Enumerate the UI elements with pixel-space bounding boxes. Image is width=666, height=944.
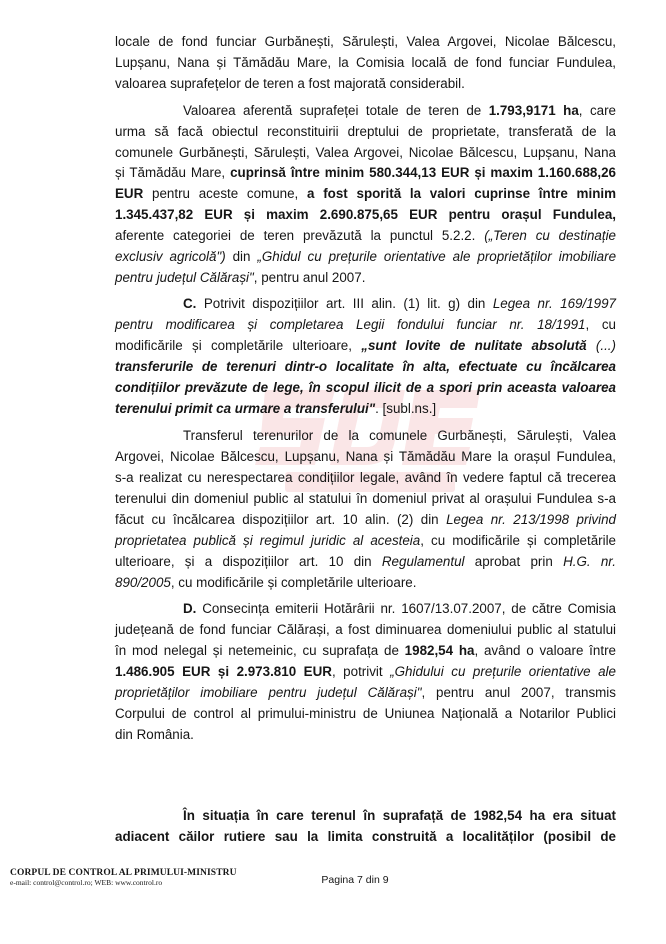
text-line: [115, 684, 616, 702]
text-run: modificările și completările ulterioare,: [115, 338, 362, 353]
text-line: [115, 227, 616, 245]
text-run: 1982,54 ha: [404, 643, 475, 658]
footer-organization: [10, 868, 237, 887]
text-run: din România.: [115, 727, 194, 742]
text-run: aferente categoriei de teren prevăzută la punctul 5.2.2.: [115, 228, 485, 243]
text-run: EUR: [115, 186, 144, 201]
text-run: proprietăților imobiliare pentru județul Călărași": [115, 685, 422, 700]
text-run: Consecința emiterii Hotărârii nr. 1607/13.07.2007, de către Comisia: [196, 601, 616, 616]
text-line: [115, 316, 616, 334]
text-run: locale de fond funciar Gurbănești, Sărulești, Valea Argovei, Nicolae Bălcescu,: [115, 34, 616, 49]
text-line: [115, 469, 616, 487]
text-run: , care: [578, 103, 616, 118]
text-run: (...): [586, 338, 616, 353]
text-line: [115, 33, 616, 51]
text-run: județeană de fond funciar Călărași, a fost diminuarea domeniului public al statului: [115, 622, 616, 637]
text-line: [115, 828, 616, 846]
text-run: Corpului de control al primului-ministru de Uniunea Națională a Notarilor Publici: [115, 706, 616, 721]
text-line: [115, 726, 616, 744]
text-run: „sunt lovite de nulitate absolută: [361, 338, 587, 353]
text-run: pentru modificarea și completarea Legii fondului funciar nr. 18/1991: [115, 317, 586, 332]
text-line: [115, 532, 616, 550]
text-run: terenului primit ca urmare a transferului": [115, 401, 376, 416]
footer-contact: e-mail: control@control.ro; WEB: www.control.ro: [10, 878, 163, 887]
text-line: [115, 511, 616, 529]
text-line: [115, 553, 616, 571]
text-run: din: [225, 249, 258, 264]
text-run: D.: [183, 601, 197, 616]
text-run: „Ghidul cu prețurile orientative ale proprietăților imobiliare: [257, 249, 617, 264]
text-run: 1.345.437,82 EUR și maxim 2.690.875,65 EUR pentru orașul Fundulea,: [115, 207, 616, 222]
text-run: , potrivit: [331, 664, 391, 679]
text-run: și Tămădău Mare,: [115, 165, 231, 180]
text-line: [115, 123, 616, 141]
text-run: , pentru anul 2007.: [253, 270, 366, 285]
text-line: [115, 663, 616, 681]
text-run: 1.793,9171 ha: [488, 103, 579, 118]
text-line: [115, 621, 616, 639]
text-line: [115, 269, 616, 287]
text-run: „Ghidului cu prețurile orientative ale: [390, 664, 616, 679]
text-line: [183, 600, 616, 618]
text-run: , cu modificările și completările ulterioare.: [170, 575, 417, 590]
text-run: terenului din domeniul public al statului în domeniul privat al orașului Fundulea s-a: [115, 491, 616, 506]
text-line: [115, 705, 616, 723]
text-run: urma să facă obiectul reconstituirii dreptului de proprietate, transferată de la: [115, 124, 616, 139]
text-run: Argovei, Nicolae Bălcescu, Lupșanu, Nana și Tămădău Mare la orașul Fundulea,: [115, 449, 616, 464]
text-line: [115, 358, 616, 376]
text-run: 890/2005: [115, 575, 171, 590]
text-line: [115, 448, 616, 466]
text-line: [115, 642, 616, 660]
text-line: [115, 400, 616, 418]
text-run: adiacent căilor rutiere sau la limita construită a localităților (posibil de: [115, 829, 616, 844]
text-line: [115, 248, 616, 266]
text-run: Legea nr. 169/1997: [492, 296, 616, 311]
text-run: , pentru anul 2007, transmis: [421, 685, 616, 700]
text-run: , cu: [585, 317, 616, 332]
text-run: transferurile de terenuri dintr-o localitate în alta, efectuate cu încălcarea: [115, 359, 616, 374]
text-run: comunele Gurbănești, Sărulești, Valea Argovei, Nicolae Bălcescu, Lupșanu, Nana: [115, 145, 616, 160]
text-line: [183, 295, 616, 313]
text-run: Valoarea aferentă suprafeței totale de teren de: [183, 103, 489, 118]
text-run: Potrivit dispozițiilor art. III alin. (1) lit. g) din: [196, 296, 493, 311]
text-run: valoarea suprafețelor de teren a fost majorată considerabil.: [115, 76, 465, 91]
text-line: [115, 75, 616, 93]
text-run: , cu modificările și completările: [420, 533, 616, 548]
footer-org-name: CORPUL DE CONTROL AL PRIMULUI-MINISTRU: [10, 868, 237, 878]
text-run: Lupșanu, Nana și Tămădău Mare, la Comisia locală de fond funciar Fundulea,: [115, 55, 616, 70]
text-run: făcut cu încălcarea dispozițiilor art. 10 alin. (2) din: [115, 512, 447, 527]
text-run: aprobat prin: [464, 554, 564, 569]
text-line: [183, 427, 616, 445]
text-run: În situația în care terenul în suprafață de 1982,54 ha era situat: [183, 808, 616, 823]
text-run: . [subl.ns.]: [375, 401, 437, 416]
text-line: [183, 807, 616, 825]
text-run: ulterioare, și a dispozițiilor art. 10 din: [115, 554, 382, 569]
text-run: pentru județul Călărași": [115, 270, 254, 285]
text-run: , având o valoare între: [474, 643, 616, 658]
page-number: Pagina 7 din 9: [321, 874, 389, 886]
text-line: [183, 102, 616, 120]
text-run: în mod nelegal și netemeinic, cu suprafața de: [115, 643, 405, 658]
text-line: [115, 379, 616, 397]
text-run: („Teren cu destinație: [484, 228, 616, 243]
text-run: s-a realizat cu nerespectarea condițiilor legale, având în vedere faptul că trecerea: [115, 470, 616, 485]
text-run: condițiilor prevăzute de lege, în scopul ilicit de a spori prin aceasta valoarea: [115, 380, 616, 395]
text-run: H.G. nr.: [563, 554, 616, 569]
text-run: pentru aceste comune,: [143, 186, 308, 201]
text-line: [115, 206, 616, 224]
text-line: [115, 164, 616, 182]
text-run: a fost sporită la valori cuprinse între minim: [307, 186, 616, 201]
text-run: exclusiv agricolă"): [115, 249, 226, 264]
text-line: [115, 185, 616, 203]
text-run: Regulamentul: [381, 554, 465, 569]
text-line: [115, 54, 616, 72]
text-line: [115, 144, 616, 162]
text-line: [115, 337, 616, 355]
text-run: 1.486.905 EUR și 2.973.810 EUR: [115, 664, 332, 679]
text-run: proprietatea publică și regimul juridic al acesteia: [115, 533, 421, 548]
text-run: C.: [183, 296, 197, 311]
text-line: [115, 574, 616, 592]
text-run: Transferul terenurilor de la comunele Gurbănești, Sărulești, Valea: [183, 428, 616, 443]
text-line: [115, 490, 616, 508]
text-run: Legea nr. 213/1998 privind: [446, 512, 616, 527]
text-run: cuprinsă între minim 580.344,13 EUR și maxim 1.160.688,26: [230, 165, 616, 180]
